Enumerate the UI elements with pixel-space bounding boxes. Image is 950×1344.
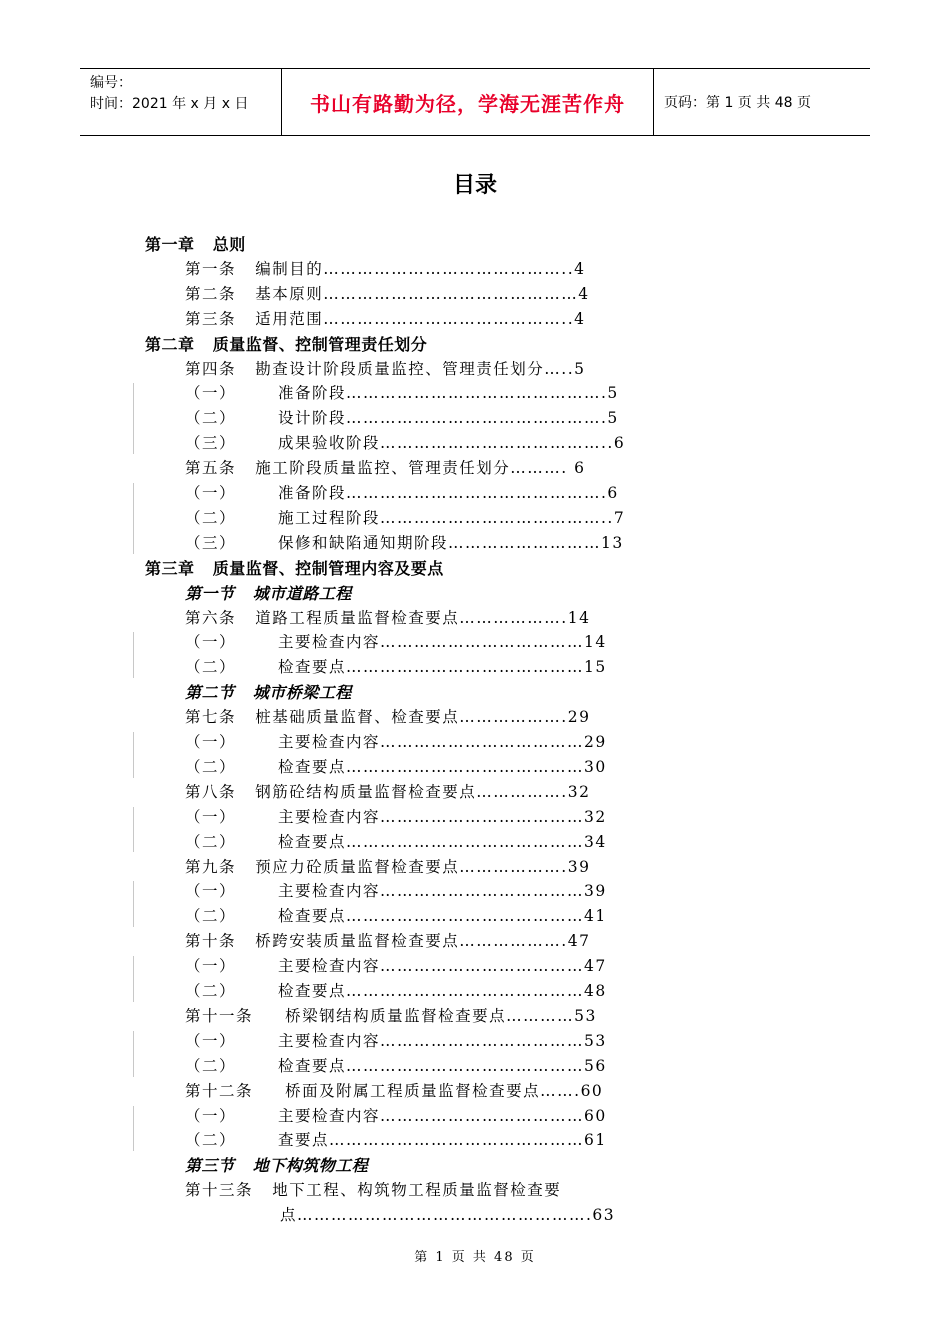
toc-subitem [185, 954, 607, 979]
toc-article: 第三条 适用范围……………………………………..4 [185, 309, 586, 328]
toc-article: 第四条 勘查设计阶段质量监控、管理责任划分…..5 [185, 359, 586, 378]
toc-subitem [185, 730, 607, 755]
toc-subitem-number: （二） [185, 508, 237, 527]
toc-subitem-text: 检查要点……………………………………41 [278, 907, 607, 926]
toc-section: 第二节 城市桥梁工程 [185, 683, 352, 703]
toc-subitem-text: 检查要点……………………………………34 [278, 832, 607, 851]
revision-bar [133, 1031, 134, 1077]
toc-subitem-number: （二） [185, 409, 237, 428]
toc-subitem-text: 施工过程阶段…………………………………..7 [278, 508, 626, 527]
toc-subitem-text: 检查要点……………………………………30 [278, 757, 607, 776]
toc-article: 第七条 桩基础质量监督、检查要点……………….29 [185, 708, 591, 727]
header-motto: 书山有路勤为径，学海无涯苦作舟 [282, 69, 654, 135]
toc-subitem-text: 查要点………………………………………61 [278, 1131, 607, 1150]
toc-chapter: 第三章 质量监督、控制管理内容及要点 [145, 558, 444, 578]
toc-subitem-number: （一） [185, 384, 237, 403]
revision-bar [133, 956, 134, 1002]
toc-subitem-number: （一） [185, 1106, 237, 1125]
toc-subitem [185, 1029, 607, 1054]
toc-section: 第一节 城市道路工程 [185, 583, 352, 603]
toc-subitem-number: （一） [185, 882, 237, 901]
toc-subitem-number: （一） [185, 484, 237, 502]
toc-subitem-text: 主要检查内容………………………………60 [278, 1106, 607, 1125]
toc-subitem [185, 979, 607, 1004]
toc-article: 第二条 基本原则………………………………………4 [185, 284, 590, 303]
toc-subitem-text: 主要检查内容………………………………14 [278, 633, 607, 652]
toc-chapter: 第一章 总则 [145, 235, 246, 254]
toc-subitem [185, 755, 607, 780]
toc-subitem [185, 381, 619, 406]
toc-subitem [185, 506, 625, 531]
toc-subitem-text: 主要检查内容………………………………32 [278, 807, 607, 826]
toc-article: 第十二条 桥面及附属工程质量监督检查要点…….60 [185, 1081, 604, 1100]
revision-bar [133, 632, 134, 678]
toc-subitem-number: （二） [185, 1056, 237, 1075]
toc-subitem [185, 830, 607, 855]
toc-subitem-number: （一） [185, 807, 237, 826]
toc-subitem-text: 主要检查内容………………………………29 [278, 733, 607, 751]
toc-subitem-number: （三） [185, 434, 237, 453]
toc-subitem-number: （一） [185, 1031, 237, 1050]
toc-subitem-number: （一） [185, 733, 237, 751]
toc-article: 第五条 施工阶段质量监控、管理责任划分………. 6 [185, 459, 586, 478]
toc-subitem-number: （一） [185, 957, 237, 976]
toc-article: 第一条 编制目的……………………………………..4 [185, 259, 586, 278]
toc-subitem-text: 准备阶段……………………………………….5 [278, 384, 619, 403]
toc-subitem-text: 主要检查内容………………………………47 [278, 957, 607, 976]
toc-subitem-number: （二） [185, 658, 237, 677]
toc-article: 第九条 预应力砼质量监督检查要点……………….39 [185, 857, 591, 876]
page-footer: 第 1 页 共 48 页 [414, 1250, 536, 1265]
revision-bar [133, 483, 134, 554]
toc-subitem [185, 431, 625, 456]
header-page-info: 页码：第 1 页 共 48 页 [664, 95, 811, 111]
toc-subitem [185, 655, 607, 680]
toc-subitem [185, 531, 624, 556]
toc-subitem-text: 主要检查内容………………………………53 [278, 1031, 607, 1050]
toc-continuation: 点…………………………………………….63 [280, 1206, 616, 1225]
toc-subitem-number: （三） [185, 533, 237, 552]
toc-article: 第十一条 桥梁钢结构质量监督检查要点…………53 [185, 1006, 597, 1025]
header-meta [80, 69, 282, 135]
toc-subitem-number: （二） [185, 1131, 237, 1150]
toc-subitem-text: 检查要点……………………………………48 [278, 982, 607, 1000]
toc-subitem-text: 设计阶段……………………………………….5 [278, 409, 619, 428]
toc-article: 第八条 钢筋砼结构质量监督检查要点…………….32 [185, 782, 591, 801]
revision-bar [133, 1106, 134, 1152]
toc-subitem [185, 1128, 607, 1153]
toc-subitem-text: 检查要点……………………………………15 [278, 658, 607, 677]
toc-subitem [185, 879, 607, 904]
toc-subitem [185, 1054, 607, 1079]
toc-subitem [185, 805, 607, 830]
toc-subitem-number: （二） [185, 907, 237, 926]
toc-subitem [185, 904, 607, 929]
toc-subitem [185, 630, 607, 655]
revision-bar [133, 807, 134, 853]
toc-subitem-number: （二） [185, 982, 237, 1000]
revision-bar [133, 383, 134, 454]
toc-subitem-text: 准备阶段……………………………………….6 [278, 484, 619, 502]
toc-subitem [185, 481, 619, 506]
toc-section: 第三节 地下构筑物工程 [185, 1156, 369, 1176]
toc-article: 第六条 道路工程质量监督检查要点……………….14 [185, 608, 591, 627]
toc-chapter: 第二章 质量监督、控制管理责任划分 [145, 334, 428, 354]
toc-article: 第十三条 地下工程、构筑物工程质量监督检查要 [185, 1181, 562, 1200]
toc-subitem-number: （二） [185, 757, 237, 776]
document-number-label: 编号： [90, 75, 132, 91]
toc-subitem-text: 主要检查内容………………………………39 [278, 882, 607, 901]
toc-subitem-number: （一） [185, 633, 237, 652]
page-header [80, 68, 870, 136]
document-date: 时间：2021 年 x 月 x 日 [90, 96, 249, 112]
toc-subitem-number: （二） [185, 832, 237, 851]
revision-bar [133, 732, 134, 778]
toc-subitem-text: 成果验收阶段…………………………………..6 [278, 434, 626, 453]
toc-article: 第十条 桥跨安装质量监督检查要点……………….47 [185, 932, 591, 951]
page-title: 目录 [452, 173, 497, 198]
toc-subitem-text: 检查要点……………………………………56 [278, 1056, 607, 1075]
revision-bar [133, 881, 134, 927]
toc-subitem-text: 保修和缺陷通知期阶段………………………13 [278, 533, 624, 552]
toc-subitem [185, 1104, 607, 1129]
toc-subitem [185, 406, 619, 431]
